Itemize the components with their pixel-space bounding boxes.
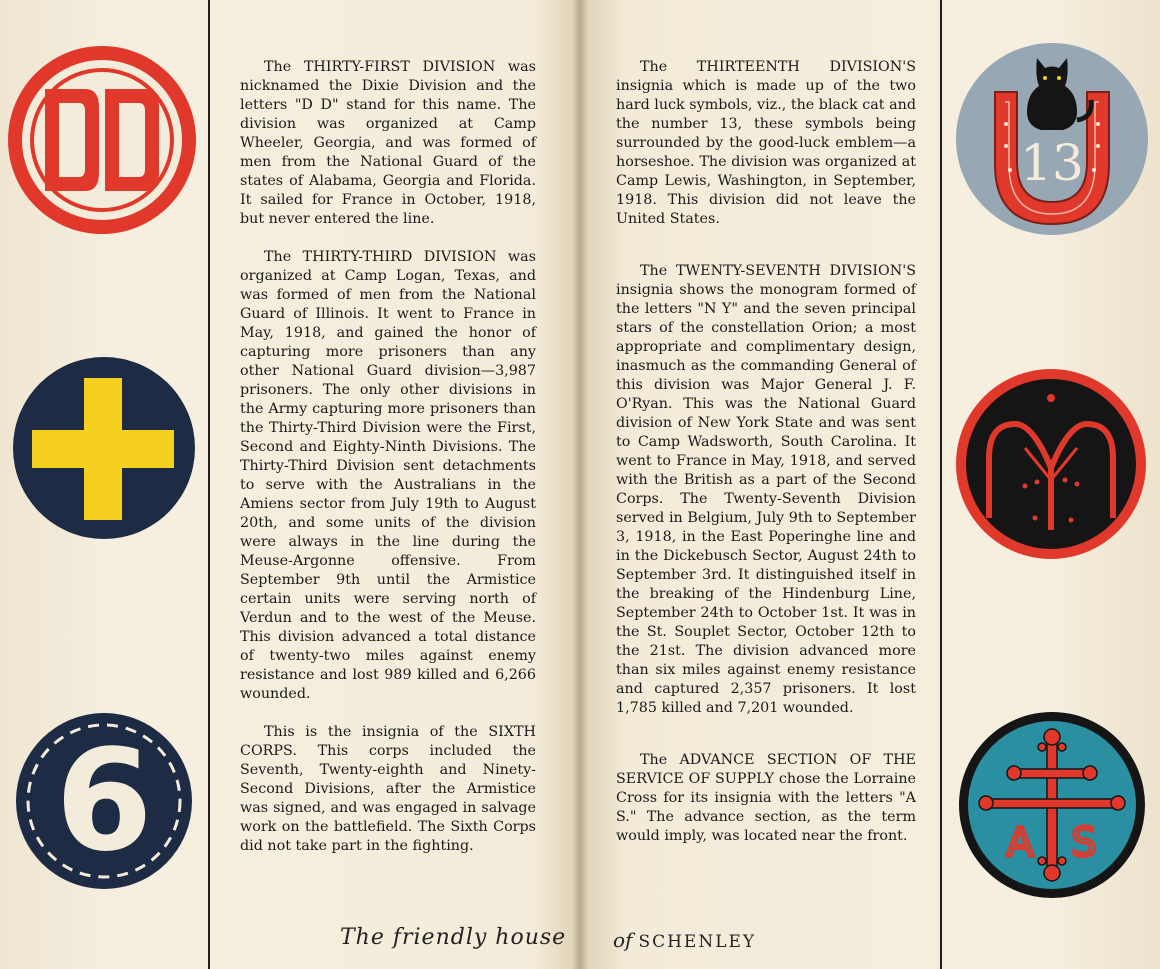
- footer-schenley: SCHENLEY: [638, 932, 757, 952]
- dd-insignia-badge: [7, 45, 197, 235]
- left-text-column: [240, 58, 536, 856]
- footer-of: of: [613, 928, 633, 952]
- footer-tagline: The friendly house: [340, 925, 567, 950]
- thirteen-numeral: 13: [1020, 134, 1084, 192]
- twenty-seventh-division-insignia-badge: [955, 368, 1147, 560]
- page-gutter: [572, 0, 588, 969]
- six-numeral: 6: [55, 720, 153, 883]
- advance-section-paragraph: The ADVANCE SECTION OF THE SERVICE OF SUPPLY chose the Lorraine Cross for its insignia with the letters "A S." The advance section, as the term would imply, was located near the front.: [616, 752, 916, 844]
- advance-section-insignia-badge: [958, 711, 1146, 899]
- left-column-rule: [208, 0, 210, 969]
- thirteenth-division-insignia-badge: [955, 42, 1149, 236]
- letter-s: S: [1071, 820, 1097, 866]
- footer-brand: [613, 928, 756, 952]
- thirty-third-division-paragraph: The THIRTY-THIRD DIVISION was organized at Camp Logan, Texas, and was formed of men from the National Guard of Illinois. It went to France in May, 1918, and gained the honor of capturing more prisoners than any other National Guard division—3,987 prisoners. The only other divisions in the Army capturing more prisoners than the Thirty-Third Division were the First, Second and Eighty-Ninth Divisions. The Thirty-Third Division sent detachments to serve with the Australians in the Amiens sector from July 19th to August 20th, and some units of the division were always in the line during the Meuse-Argonne offensive. From September 9th until the Armistice certain units were serving north of Verdun and to the west of the Meuse. This division advanced a total distance of twenty-two miles against enemy resistance and lost 989 killed and 6,266 wounded.: [240, 249, 536, 702]
- yellow-cross-insignia-badge: [12, 356, 196, 540]
- twenty-seventh-division-paragraph: The TWENTY-SEVENTH DIVISION'S insignia shows the monogram formed of the letters "N Y" and the seven principal stars of the constellation Orion; a most appropriate and complimentary design, inasmuch as the commanding General of this division was Major General J. F. O'Ryan. This was the National Guard division of New York State and was sent to Camp Wadsworth, South Carolina. It went to France in May, 1918, and served with the British as a part of the Second Corps. The Twenty-Seventh Division served in Belgium, July 9th to September 3, 1918, in the East Poperinghe line and in the Dickebusch Sector, August 24th to September 3rd. It distinguished itself in the breaking of the Hindenburg Line, September 24th to October 1st. It was in the St. Souplet Sector, October 12th to the 21st. The division advanced more than six miles against enemy resistance and captured 2,357 prisoners. It lost 1,785 killed and 7,201 wounded.: [616, 263, 916, 716]
- sixth-corps-insignia-badge: [15, 712, 193, 890]
- right-column-rule: [940, 0, 942, 969]
- letter-a: A: [1006, 820, 1034, 866]
- thirteenth-division-paragraph: The THIRTEENTH DIVISION'S insignia which is made up of the two hard luck symbols, viz., the black cat and the number 13, these symbols being surrounded by the good-luck emblem—a horseshoe. The division was organized at Camp Lewis, Washington, in September, 1918. This division did not leave the United States.: [616, 59, 916, 227]
- right-text-column: [616, 58, 916, 846]
- sixth-corps-paragraph: This is the insignia of the SIXTH CORPS. This corps included the Seventh, Twenty-eighth and Ninety-Second Divisions, after the Armistice was signed, and was engaged in salvage work on the battlefield. The Sixth Corps did not take part in the fighting.: [240, 724, 536, 854]
- thirty-first-division-paragraph: The THIRTY-FIRST DIVISION was nicknamed the Dixie Division and the letters "D D" stand for this name. The division was organized at Camp Wheeler, Georgia, and was formed of men from the National Guard of the states of Alabama, Georgia and Florida. It sailed for France in October, 1918, but never entered the line.: [240, 59, 536, 227]
